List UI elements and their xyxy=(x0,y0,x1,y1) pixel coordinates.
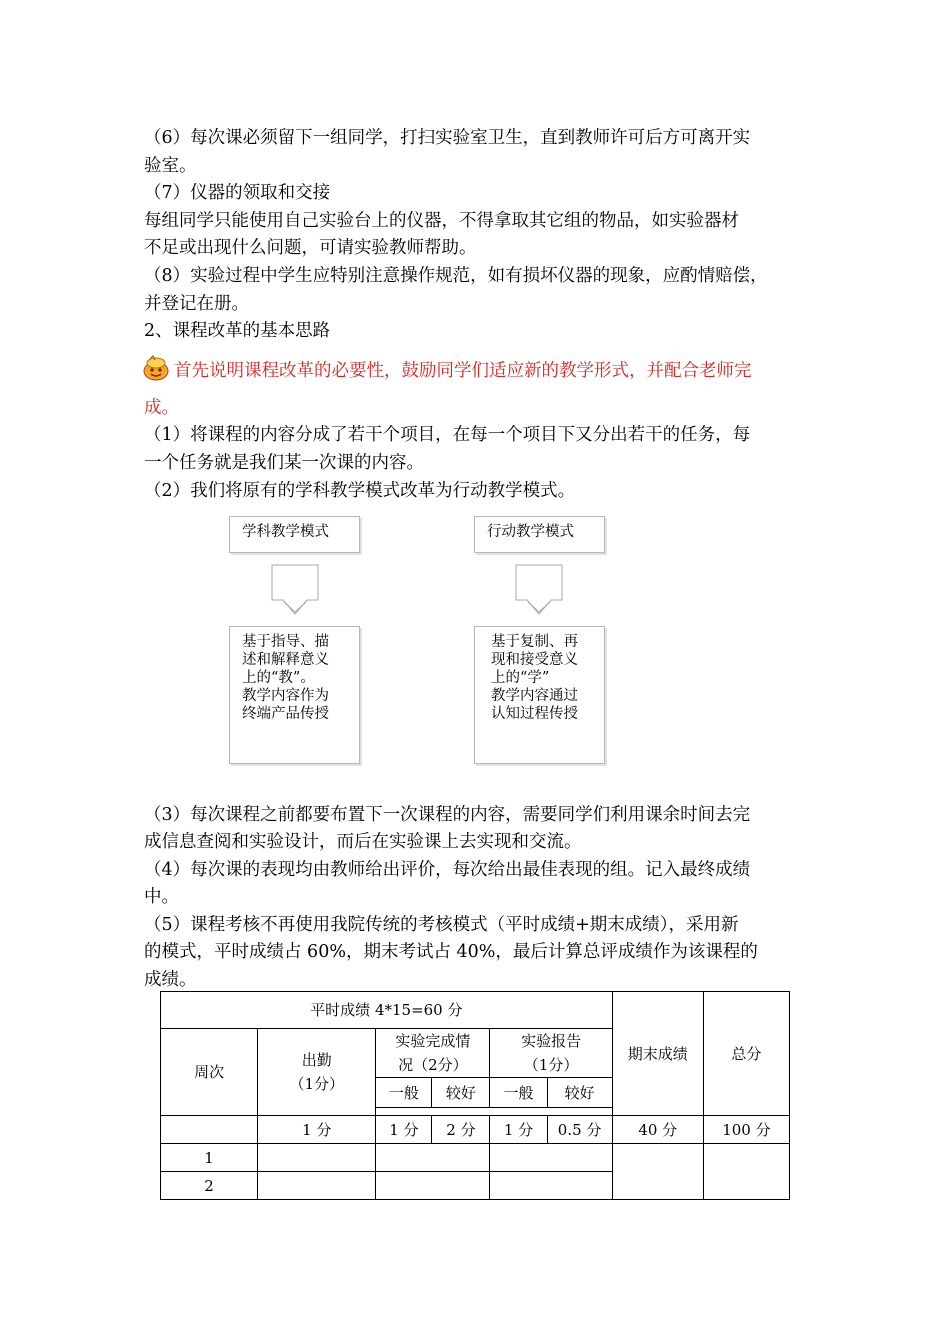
subject-mode-box xyxy=(229,516,360,553)
report-general-header: 一般 xyxy=(490,1078,547,1108)
week-number: 1 xyxy=(161,1144,258,1172)
score-table xyxy=(160,991,790,1200)
paragraph-line: 的模式，平时成绩占 60%，期末考试占 40%，最后计算总评成绩作为该课程的 xyxy=(144,942,758,962)
arrow-down-icon xyxy=(271,564,319,616)
table-cell xyxy=(490,1172,612,1200)
action-mode-title: 行动教学模式 xyxy=(487,524,574,540)
paragraph-line: 并登记在册。 xyxy=(144,294,249,314)
table-cell xyxy=(376,1144,490,1172)
experiment-good-points: 2 分 xyxy=(432,1116,490,1144)
paragraph-line: （7）仪器的领取和交接 xyxy=(144,183,331,203)
note-line: 首先说明课程改革的必要性，鼓励同学们适应新的教学形式，并配合老师完 xyxy=(174,361,752,381)
total-score-header: 总分 xyxy=(703,992,789,1116)
paragraph-line: （5）课程考核不再使用我院传统的考核模式（平时成绩+期末成绩），采用新 xyxy=(144,915,739,935)
paragraph-line: 不足或出现什么问题，可请实验教师帮助。 xyxy=(144,238,477,258)
experiment-general-header: 一般 xyxy=(376,1078,432,1108)
action-mode-text: 基于复制、再 现和接受意义 上的“学” 教学内容通过 认知过程传授 xyxy=(491,634,578,722)
action-mode-box xyxy=(474,516,605,553)
subject-mode-description xyxy=(229,626,360,764)
report-header xyxy=(490,1029,612,1078)
paragraph-line: （1）将课程的内容分成了若干个项目，在每一个项目下又分出若干的任务，每 xyxy=(144,425,751,445)
paragraph-line: （8）实验过程中学生应特别注意操作规范，如有损坏仪器的现象，应酌情赔偿， xyxy=(144,266,768,286)
report-label: 实验报告 xyxy=(521,1032,582,1050)
report-points: （1分） xyxy=(523,1056,579,1074)
paragraph-line: 成信息查阅和实验设计，而后在实验课上去实现和交流。 xyxy=(144,832,582,852)
week-header: 周次 xyxy=(161,1029,258,1116)
paragraph-line: （4）每次课的表现均由教师给出评价，每次给出最佳表现的组。记入最终成绩 xyxy=(144,860,751,880)
table-cell xyxy=(490,1144,612,1172)
paragraph-line: （2）我们将原有的学科教学模式改革为行动教学模式。 xyxy=(144,481,576,501)
report-good-header: 较好 xyxy=(547,1078,612,1108)
experiment-header xyxy=(376,1029,490,1078)
final-score-header: 期末成绩 xyxy=(612,992,703,1116)
paragraph-line: （6）每次课必须留下一组同学，打扫实验室卫生，直到教师许可后方可离开实 xyxy=(144,128,751,148)
arrow-down-icon xyxy=(515,564,563,616)
attendance-points: （1分） xyxy=(289,1075,344,1093)
final-points-value: 40 分 xyxy=(612,1116,703,1144)
paragraph-line: 中。 xyxy=(144,887,179,907)
paragraph-line: 验室。 xyxy=(144,156,197,176)
note-line: 成。 xyxy=(144,398,179,418)
table-cell xyxy=(612,1144,703,1200)
report-good-points: 0.5 分 xyxy=(547,1116,612,1144)
subject-mode-text: 基于指导、描 述和解释意义 上的“教”。 教学内容作为 终端产品传授 xyxy=(242,634,329,722)
experiment-label: 实验完成情 xyxy=(395,1032,471,1050)
regular-score-header: 平时成绩 4*15=60 分 xyxy=(161,992,613,1029)
action-mode-description xyxy=(474,626,605,764)
smiley-face-icon xyxy=(142,355,170,381)
report-general-points: 1 分 xyxy=(490,1116,547,1144)
experiment-good-header: 较好 xyxy=(432,1078,490,1108)
total-points-value: 100 分 xyxy=(703,1116,789,1144)
experiment-points: 况（2分） xyxy=(398,1056,468,1074)
attendance-points-value: 1 分 xyxy=(258,1116,376,1144)
table-cell xyxy=(703,1144,789,1200)
paragraph-line: 成绩。 xyxy=(144,970,197,990)
paragraph-line: （3）每次课程之前都要布置下一次课程的内容，需要同学们利用课余时间去完 xyxy=(144,805,751,825)
experiment-general-points: 1 分 xyxy=(376,1116,432,1144)
section-heading: 2、课程改革的基本思路 xyxy=(144,321,331,341)
week-number: 2 xyxy=(161,1172,258,1200)
paragraph-line: 每组同学只能使用自己实验台上的仪器，不得拿取其它组的物品，如实验器材 xyxy=(144,211,739,231)
paragraph-line: 一个任务就是我们某一次课的内容。 xyxy=(144,453,424,473)
points-row-blank xyxy=(161,1116,258,1144)
subject-mode-title: 学科教学模式 xyxy=(242,524,329,540)
table-cell xyxy=(258,1172,376,1200)
attendance-label: 出勤 xyxy=(301,1051,332,1069)
attendance-header xyxy=(258,1029,376,1116)
table-cell xyxy=(376,1172,490,1200)
table-cell xyxy=(258,1144,376,1172)
